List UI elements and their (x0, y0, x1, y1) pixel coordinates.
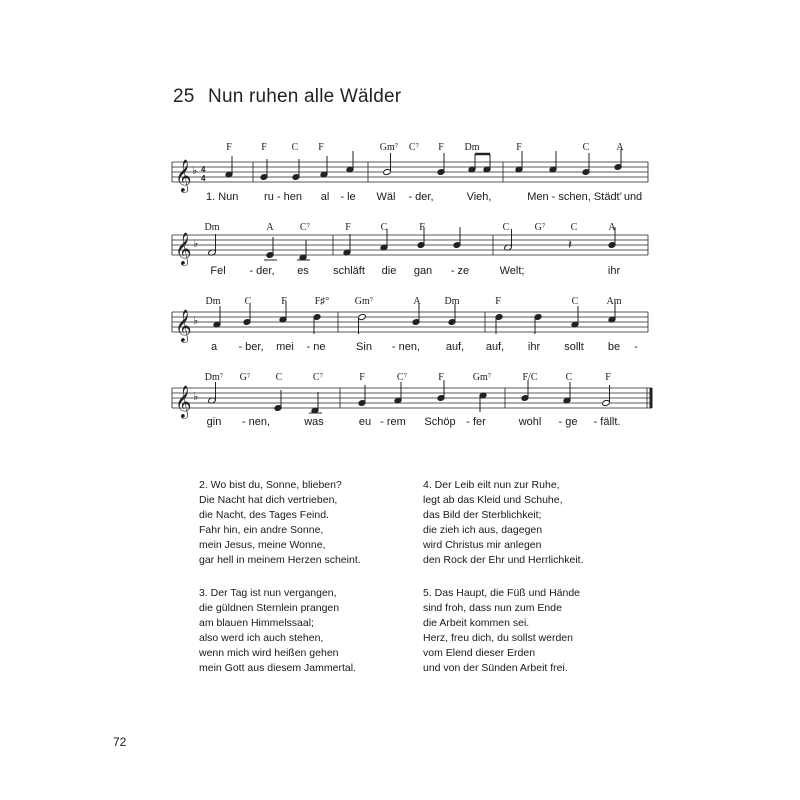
lyric: - ze (450, 265, 470, 277)
verse-line: mein Gott aus diesem Jammertal. (199, 662, 356, 674)
treble-clef-icon: 𝄞 (175, 385, 192, 418)
staff-1 (0, 140, 800, 210)
lyric: Welt; (499, 265, 525, 277)
chord: Dm (444, 296, 460, 307)
verse-line: wenn mich wird heißen gehen (199, 647, 339, 659)
lyric: - nen, (391, 341, 421, 353)
lyric: Men - schen, (527, 191, 591, 203)
verse-line: das Bild der Sterblichkeit; (423, 509, 542, 521)
verse-line: die zieh ich aus, dagegen (423, 524, 543, 536)
song-number: 25 (173, 86, 195, 107)
lyric: Vieh, (466, 191, 492, 203)
chord: Dm (464, 142, 480, 153)
verse-line: und von der Sünden Arbeit frei. (423, 662, 568, 674)
chord: C (275, 372, 283, 383)
chord: Gm⁷ (472, 372, 492, 383)
chord: C (502, 222, 510, 233)
staff-2 (0, 220, 800, 290)
music-system-3 (0, 296, 800, 376)
music-system-1 (0, 140, 800, 220)
lyric: - rem (380, 416, 406, 428)
verse-line: mein Jesus, meine Wonne, (199, 539, 326, 551)
lyric: die (381, 265, 397, 277)
verse-line: vom Elend dieser Erden (423, 647, 536, 659)
lyric: eu (358, 416, 372, 428)
verse-5 (423, 586, 643, 676)
lyric: was (304, 416, 324, 428)
chord: F (419, 222, 425, 233)
verse-line: wird Christus mir anlegen (423, 539, 542, 551)
chord: F (516, 142, 522, 153)
time-signature: 4 (201, 165, 206, 174)
music-system-2 (0, 220, 800, 300)
chord: A (266, 222, 274, 233)
lyric: Sin (356, 341, 372, 353)
chord: C (244, 296, 252, 307)
chord: F (345, 222, 351, 233)
staff-3 (0, 296, 800, 366)
chord: C⁷ (299, 222, 311, 233)
quarter-rest-icon: 𝄽 (568, 238, 572, 253)
chord: C⁷ (396, 372, 408, 383)
chord: G⁷ (239, 372, 251, 383)
chord: F (226, 142, 232, 153)
chord: Gm⁷ (379, 142, 399, 153)
verse-line: die güldnen Sternlein prangen (199, 602, 340, 614)
lyric: wohl (518, 416, 542, 428)
chord: Dm⁷ (204, 372, 224, 383)
verse-line: Herz, freu dich, du sollst werden (423, 632, 573, 644)
flat-icon: ♭ (192, 164, 198, 177)
svg-text:4: 4 (201, 174, 206, 183)
lyric: gan (413, 265, 433, 277)
lyric: Schöp (424, 416, 456, 428)
chord: Gm⁷ (354, 296, 374, 307)
chord: Am (606, 296, 622, 307)
verse-line: am blauen Himmelssaal; (199, 617, 314, 629)
lyric: - nen, (241, 416, 271, 428)
verse-line: also werd ich auch stehen, (199, 632, 324, 644)
page-number: 72 (113, 735, 127, 749)
verse-4 (423, 478, 643, 568)
treble-clef-icon: 𝄞 (175, 159, 192, 192)
lyric: a (210, 341, 218, 353)
chord: G⁷ (534, 222, 546, 233)
verse-line: legt ab das Kleid und Schuhe, (423, 494, 563, 506)
chord: F (605, 372, 611, 383)
lyric: 1. Nun (206, 191, 239, 203)
lyric: - fer (466, 416, 486, 428)
flat-icon: ♭ (193, 237, 199, 250)
chord: C (582, 142, 590, 153)
chord: F (359, 372, 365, 383)
lyric: - ge (558, 416, 578, 428)
lyric: be (607, 341, 621, 353)
lyric: ihr (607, 265, 621, 277)
treble-clef-icon: 𝄞 (175, 309, 192, 342)
lyric: auf, (485, 341, 505, 353)
chord: F♯° (314, 296, 330, 307)
chord: F/C (522, 372, 538, 383)
lyric: - der, (249, 265, 275, 277)
chord: C (380, 222, 388, 233)
song-title (173, 86, 401, 108)
chord: A (616, 142, 624, 153)
chord: C (570, 222, 578, 233)
chord: F (281, 296, 287, 307)
lyric: und (623, 191, 643, 203)
verse-line: Die Nacht hat dich vertrieben, (199, 494, 338, 506)
lyric: ihr (527, 341, 541, 353)
chord: A (608, 222, 616, 233)
verse-2 (199, 478, 419, 568)
lyric: gin (206, 416, 222, 428)
verse-line: 2. Wo bist du, Sonne, blieben? (199, 479, 342, 491)
chord: F (438, 372, 444, 383)
lyric: Wäl (376, 191, 396, 203)
lyric: mei (276, 341, 294, 353)
lyric: al (320, 191, 330, 203)
chord: F (261, 142, 267, 153)
chord: Dm (204, 222, 220, 233)
lyric: sollt (564, 341, 584, 353)
verse-line: sind froh, dass nun zum Ende (423, 602, 562, 614)
verse-3 (199, 586, 419, 676)
lyric: - (634, 341, 638, 353)
lyric: - ber, (238, 341, 264, 353)
verse-line: 4. Der Leib eilt nun zur Ruhe, (423, 479, 560, 491)
verse-line: die Arbeit kommen sei. (423, 617, 530, 629)
music-system-4 (0, 371, 800, 451)
chord: F (495, 296, 501, 307)
lyric: Städt’ (593, 191, 623, 203)
chord: F (438, 142, 444, 153)
lyric: schläft (333, 265, 365, 277)
flat-icon: ♭ (193, 314, 199, 327)
chord: C (565, 372, 573, 383)
verse-line: Fahr hin, ein andre Sonne, (199, 524, 324, 536)
flat-icon: ♭ (193, 390, 199, 403)
verse-line: die Nacht, des Tages Feind. (199, 509, 329, 521)
lyric: - der, (408, 191, 434, 203)
lyric: ru - hen (264, 191, 302, 203)
song-title-text: Nun ruhen alle Wälder (208, 86, 402, 107)
lyric: - le (340, 191, 356, 203)
lyric: - ne (306, 341, 326, 353)
verse-line: gar hell in meinem Herzen scheint. (199, 554, 361, 566)
treble-clef-icon: 𝄞 (175, 232, 192, 265)
chord: C⁷ (312, 372, 324, 383)
lyric: auf, (445, 341, 465, 353)
lyric: Fel (210, 265, 226, 277)
verse-line: 3. Der Tag ist nun vergangen, (199, 587, 337, 599)
chord: F (318, 142, 324, 153)
chord: C (571, 296, 579, 307)
verse-line: den Rock der Ehr und Herrlichkeit. (423, 554, 584, 566)
lyric: - fällt. (593, 416, 621, 428)
lyric: es (297, 265, 309, 277)
chord: A (413, 296, 421, 307)
chord: Dm (205, 296, 221, 307)
verse-line: 5. Das Haupt, die Füß und Hände (423, 587, 581, 599)
chord: C (291, 142, 299, 153)
chord: C⁷ (408, 142, 420, 153)
